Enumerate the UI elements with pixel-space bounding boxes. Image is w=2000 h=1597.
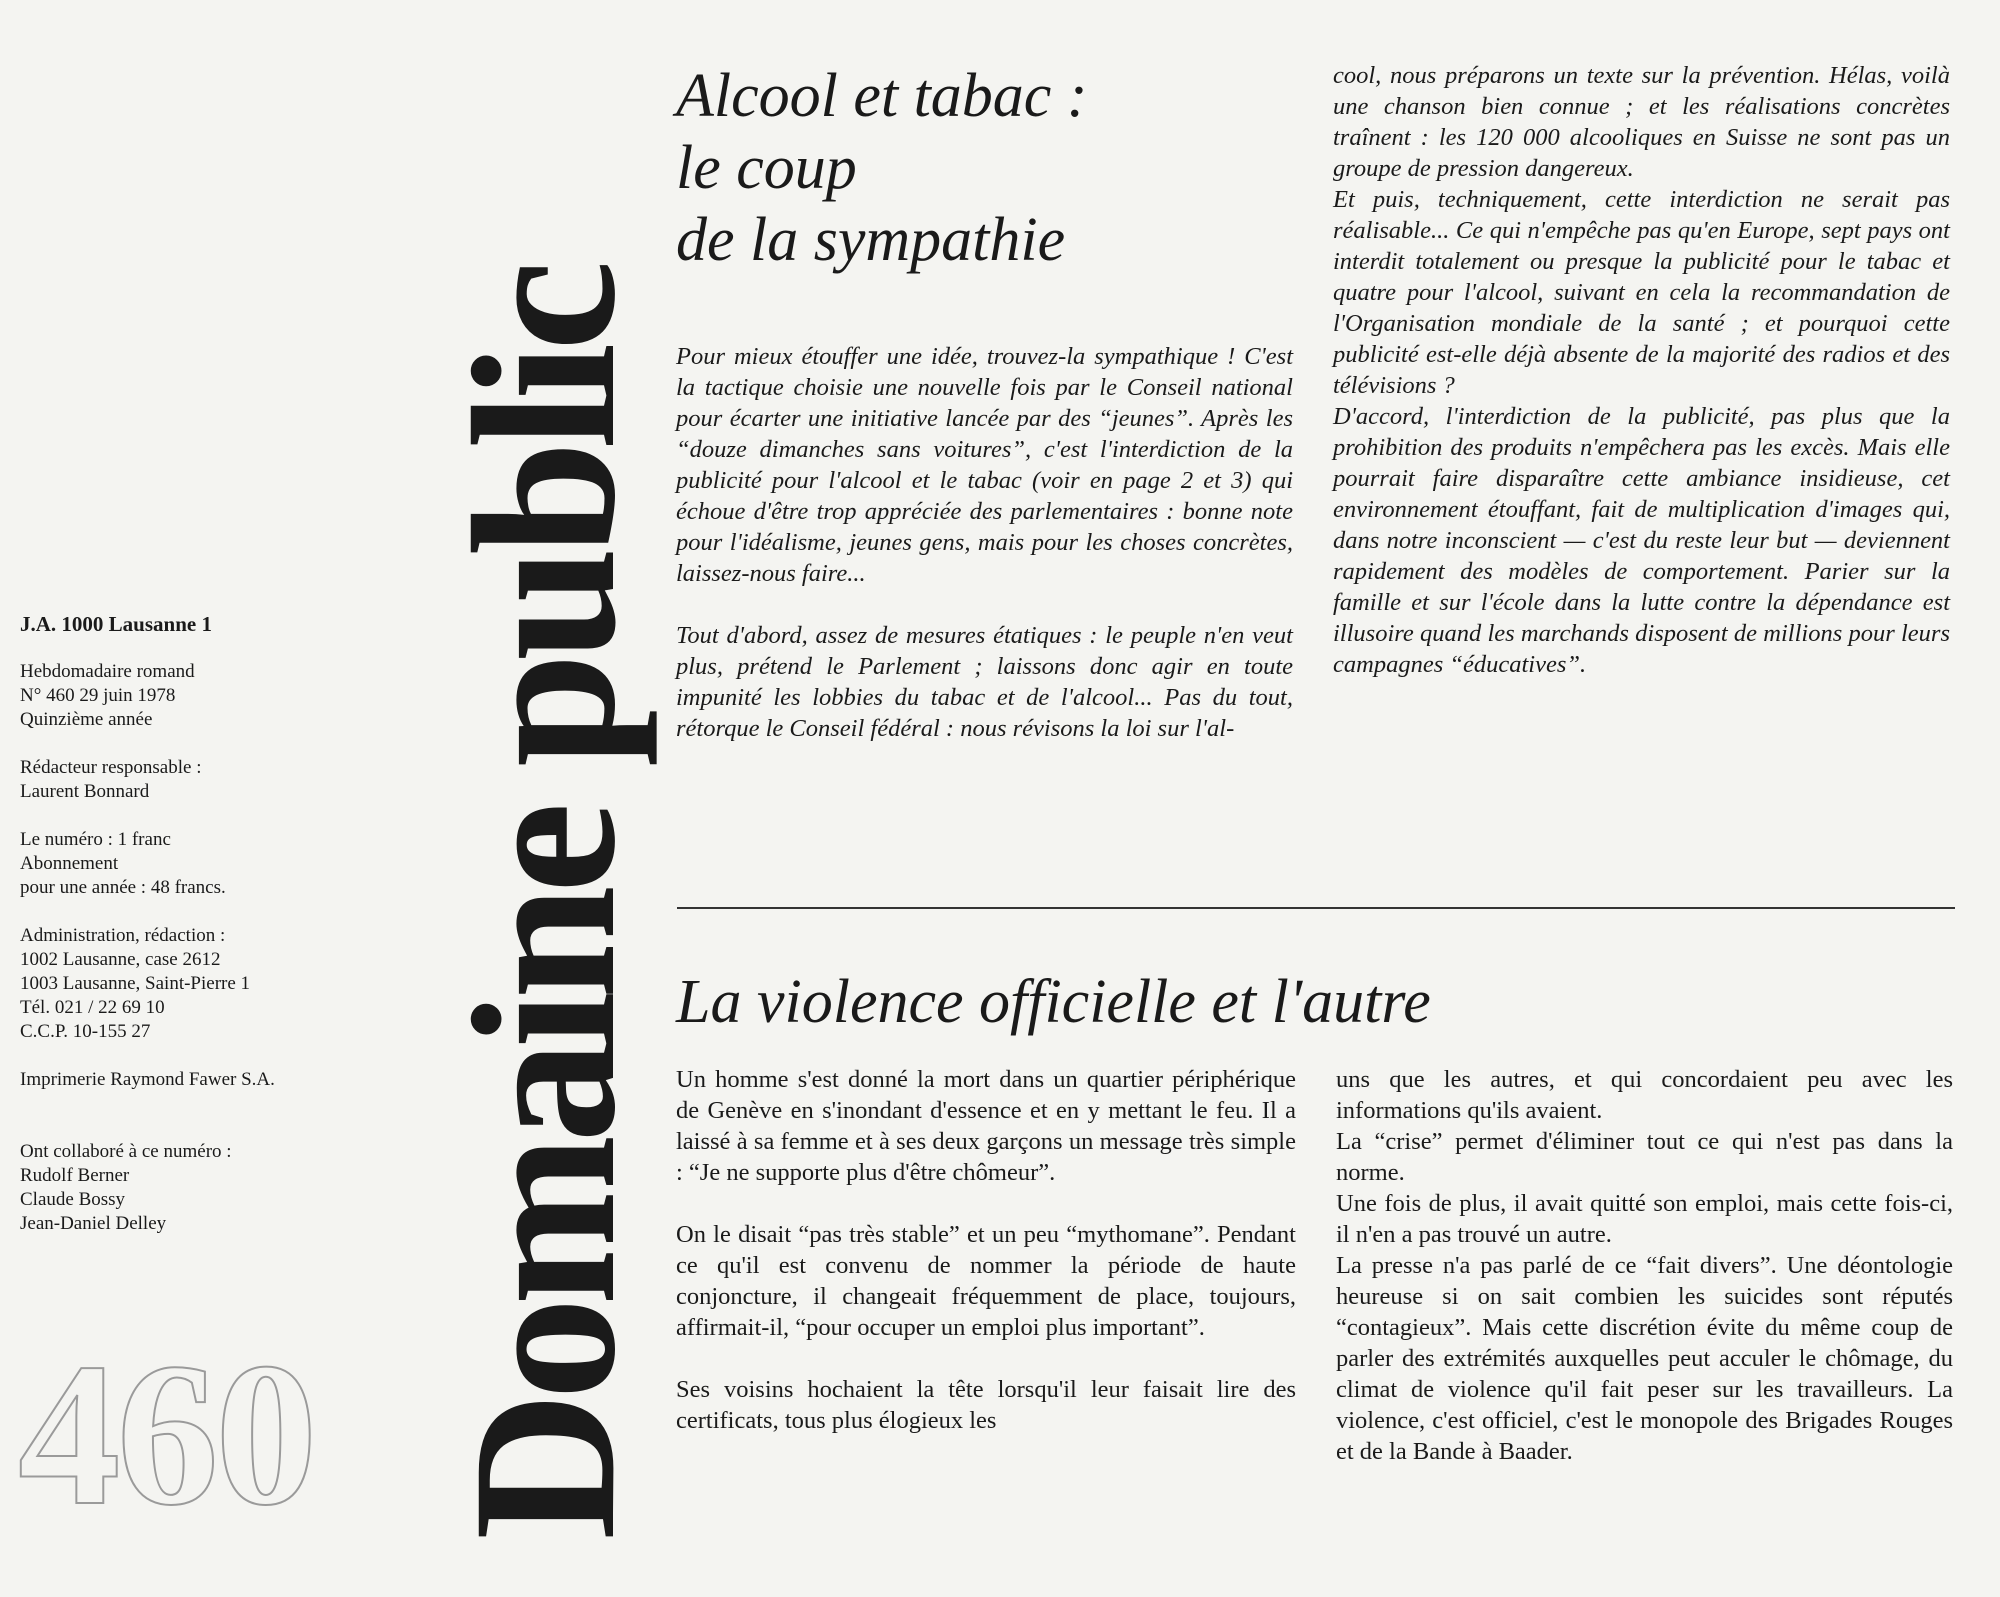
admin-ccp: C.C.P. 10-155 27 bbox=[20, 1021, 151, 1042]
publication-info bbox=[20, 660, 380, 732]
price-single: Le numéro : 1 franc bbox=[20, 829, 171, 850]
price-subscription-label: Abonnement bbox=[20, 853, 119, 874]
contributors-info bbox=[20, 1140, 380, 1236]
publication-year: Quinzième année bbox=[20, 709, 153, 730]
article-paragraph: D'accord, l'interdiction de la publicité, pas plus que la prohibition des produits n'empêchera pas les excès. Mais elle pourrait faire disparaître cette ambiance insidieuse, cet environnement étouffant, fait de multiplication d'images qui, dans notre inconscient — c'est du reste leur but — deviennent rapidement des modèles de comportement. Parier sur la famille et sur l'école dans la lutte contre la dépendance est illusoire quand les marchands disposent de millions pour leurs campagnes “éducatives”. bbox=[1333, 403, 1950, 678]
contributor-name: Claude Bossy bbox=[20, 1189, 126, 1210]
article-1-column-right bbox=[1333, 60, 1950, 680]
masthead-title: Domaine public bbox=[431, 268, 658, 1540]
article-paragraph: Un homme s'est donné la mort dans un quartier périphérique de Genève en s'inondant d'essence et en y mettant le feu. Il a laissé à sa femme et à ses deux garçons un message très simple : “Je ne supporte plus d'être chômeur”. bbox=[676, 1066, 1296, 1186]
administration-info bbox=[20, 924, 380, 1044]
postal-code-line: J.A. 1000 Lausanne 1 bbox=[20, 612, 212, 636]
article-paragraph: La presse n'a pas parlé de ce “fait divers”. Une déontologie heureuse si on sait combien les suicides sont réputés “contagieux”. Mais cette discrétion évite du même coup de parler des extrémités auxquelles peut acculer le chômage, du climat de violence qu'il fait peser sur les travailleurs. La violence, c'est officiel, c'est le monopole des Brigades Rouges et de la Bande à Baader. bbox=[1336, 1252, 1953, 1465]
article-2-column-left bbox=[676, 1064, 1296, 1436]
article-paragraph: Une fois de plus, il avait quitté son emploi, mais cette fois-ci, il n'en a pas trouvé un autre. bbox=[1336, 1190, 1953, 1248]
article-paragraph: Pour mieux étouffer une idée, trouvez-la sympathique ! C'est la tactique choisie une nouvelle fois par le Conseil national pour écarter une initiative lancée par des “jeunes”. Après les “douze dimanches sans voitures”, c'est l'interdiction de la publicité pour l'alcool et le tabac (voir en page 2 et 3) qui échoue d'être trop appréciée des parlementaires : bonne note pour l'idéalisme, jeunes gens, mais pour les choses concrètes, laissez-nous faire... bbox=[676, 343, 1293, 587]
admin-address-1: 1002 Lausanne, case 2612 bbox=[20, 949, 221, 970]
article-paragraph: Et puis, techniquement, cette interdiction ne serait pas réalisable... Ce qui n'empêche pas qu'en Europe, sept pays ont interdit totalement ou presque la publicité pour le tabac et quatre pour l'alcool, suivant en cela la recommandation de l'Organisation mondiale de la santé ; et pourquoi cette publicité est-elle déjà absente de la majorité des radios et des télévisions ? bbox=[1333, 186, 1950, 399]
article-paragraph: uns que les autres, et qui concordaient peu avec les informations qu'ils avaient. bbox=[1336, 1066, 1953, 1124]
article-1-column-left bbox=[676, 341, 1293, 744]
admin-label: Administration, rédaction : bbox=[20, 925, 226, 946]
editor-name: Laurent Bonnard bbox=[20, 781, 150, 802]
article-paragraph: Ses voisins hochaient la tête lorsqu'il leur faisait lire des certificats, tous plus élogieux les bbox=[676, 1376, 1296, 1434]
editor-info bbox=[20, 756, 380, 804]
article-1-title bbox=[676, 60, 1087, 276]
editor-label: Rédacteur responsable : bbox=[20, 757, 202, 778]
admin-phone: Tél. 021 / 22 69 10 bbox=[20, 997, 165, 1018]
article-paragraph: Tout d'abord, assez de mesures étatiques : le peuple n'en veut plus, prétend le Parlement ; laissons donc agir en toute impunité les lobbies du tabac et de l'alcool... Pas du tout, rétorque le Conseil fédéral : nous révisons la loi sur l'al- bbox=[676, 622, 1293, 742]
issue-date: N° 460 29 juin 1978 bbox=[20, 685, 176, 706]
article-paragraph: cool, nous préparons un texte sur la prévention. Hélas, voilà une chanson bien connue ; et les réalisations concrètes traînent : les 120 000 alcooliques en Suisse ne sont pas un groupe de pression dangereux. bbox=[1333, 62, 1950, 182]
contributor-name: Jean-Daniel Delley bbox=[20, 1213, 167, 1234]
article-1-title-line: le coup bbox=[676, 134, 857, 202]
contributor-name: Rudolf Berner bbox=[20, 1165, 130, 1186]
article-1-title-line: Alcool et tabac : bbox=[676, 62, 1088, 130]
section-divider bbox=[677, 907, 1955, 909]
printer-info: Imprimerie Raymond Fawer S.A. bbox=[20, 1069, 275, 1090]
admin-address-2: 1003 Lausanne, Saint-Pierre 1 bbox=[20, 973, 251, 994]
article-2-column-right bbox=[1336, 1064, 1953, 1467]
publication-type: Hebdomadaire romand bbox=[20, 661, 195, 682]
price-info bbox=[20, 828, 380, 900]
price-subscription: pour une année : 48 francs. bbox=[20, 877, 226, 898]
article-paragraph: On le disait “pas très stable” et un peu “mythomane”. Pendant ce qu'il est convenu de nommer la période de haute conjoncture, il changeait fréquemment de place, toujours, affirmait-il, “pour occuper un emploi plus important”. bbox=[676, 1221, 1296, 1341]
article-1-title-line: de la sympathie bbox=[676, 206, 1066, 274]
contributors-label: Ont collaboré à ce numéro : bbox=[20, 1141, 232, 1162]
article-2-title: La violence officielle et l'autre bbox=[676, 968, 1431, 1036]
article-paragraph: La “crise” permet d'éliminer tout ce qui n'est pas dans la norme. bbox=[1336, 1128, 1953, 1186]
issue-number: 460 bbox=[18, 1321, 314, 1548]
masthead-info-column bbox=[20, 612, 380, 1236]
